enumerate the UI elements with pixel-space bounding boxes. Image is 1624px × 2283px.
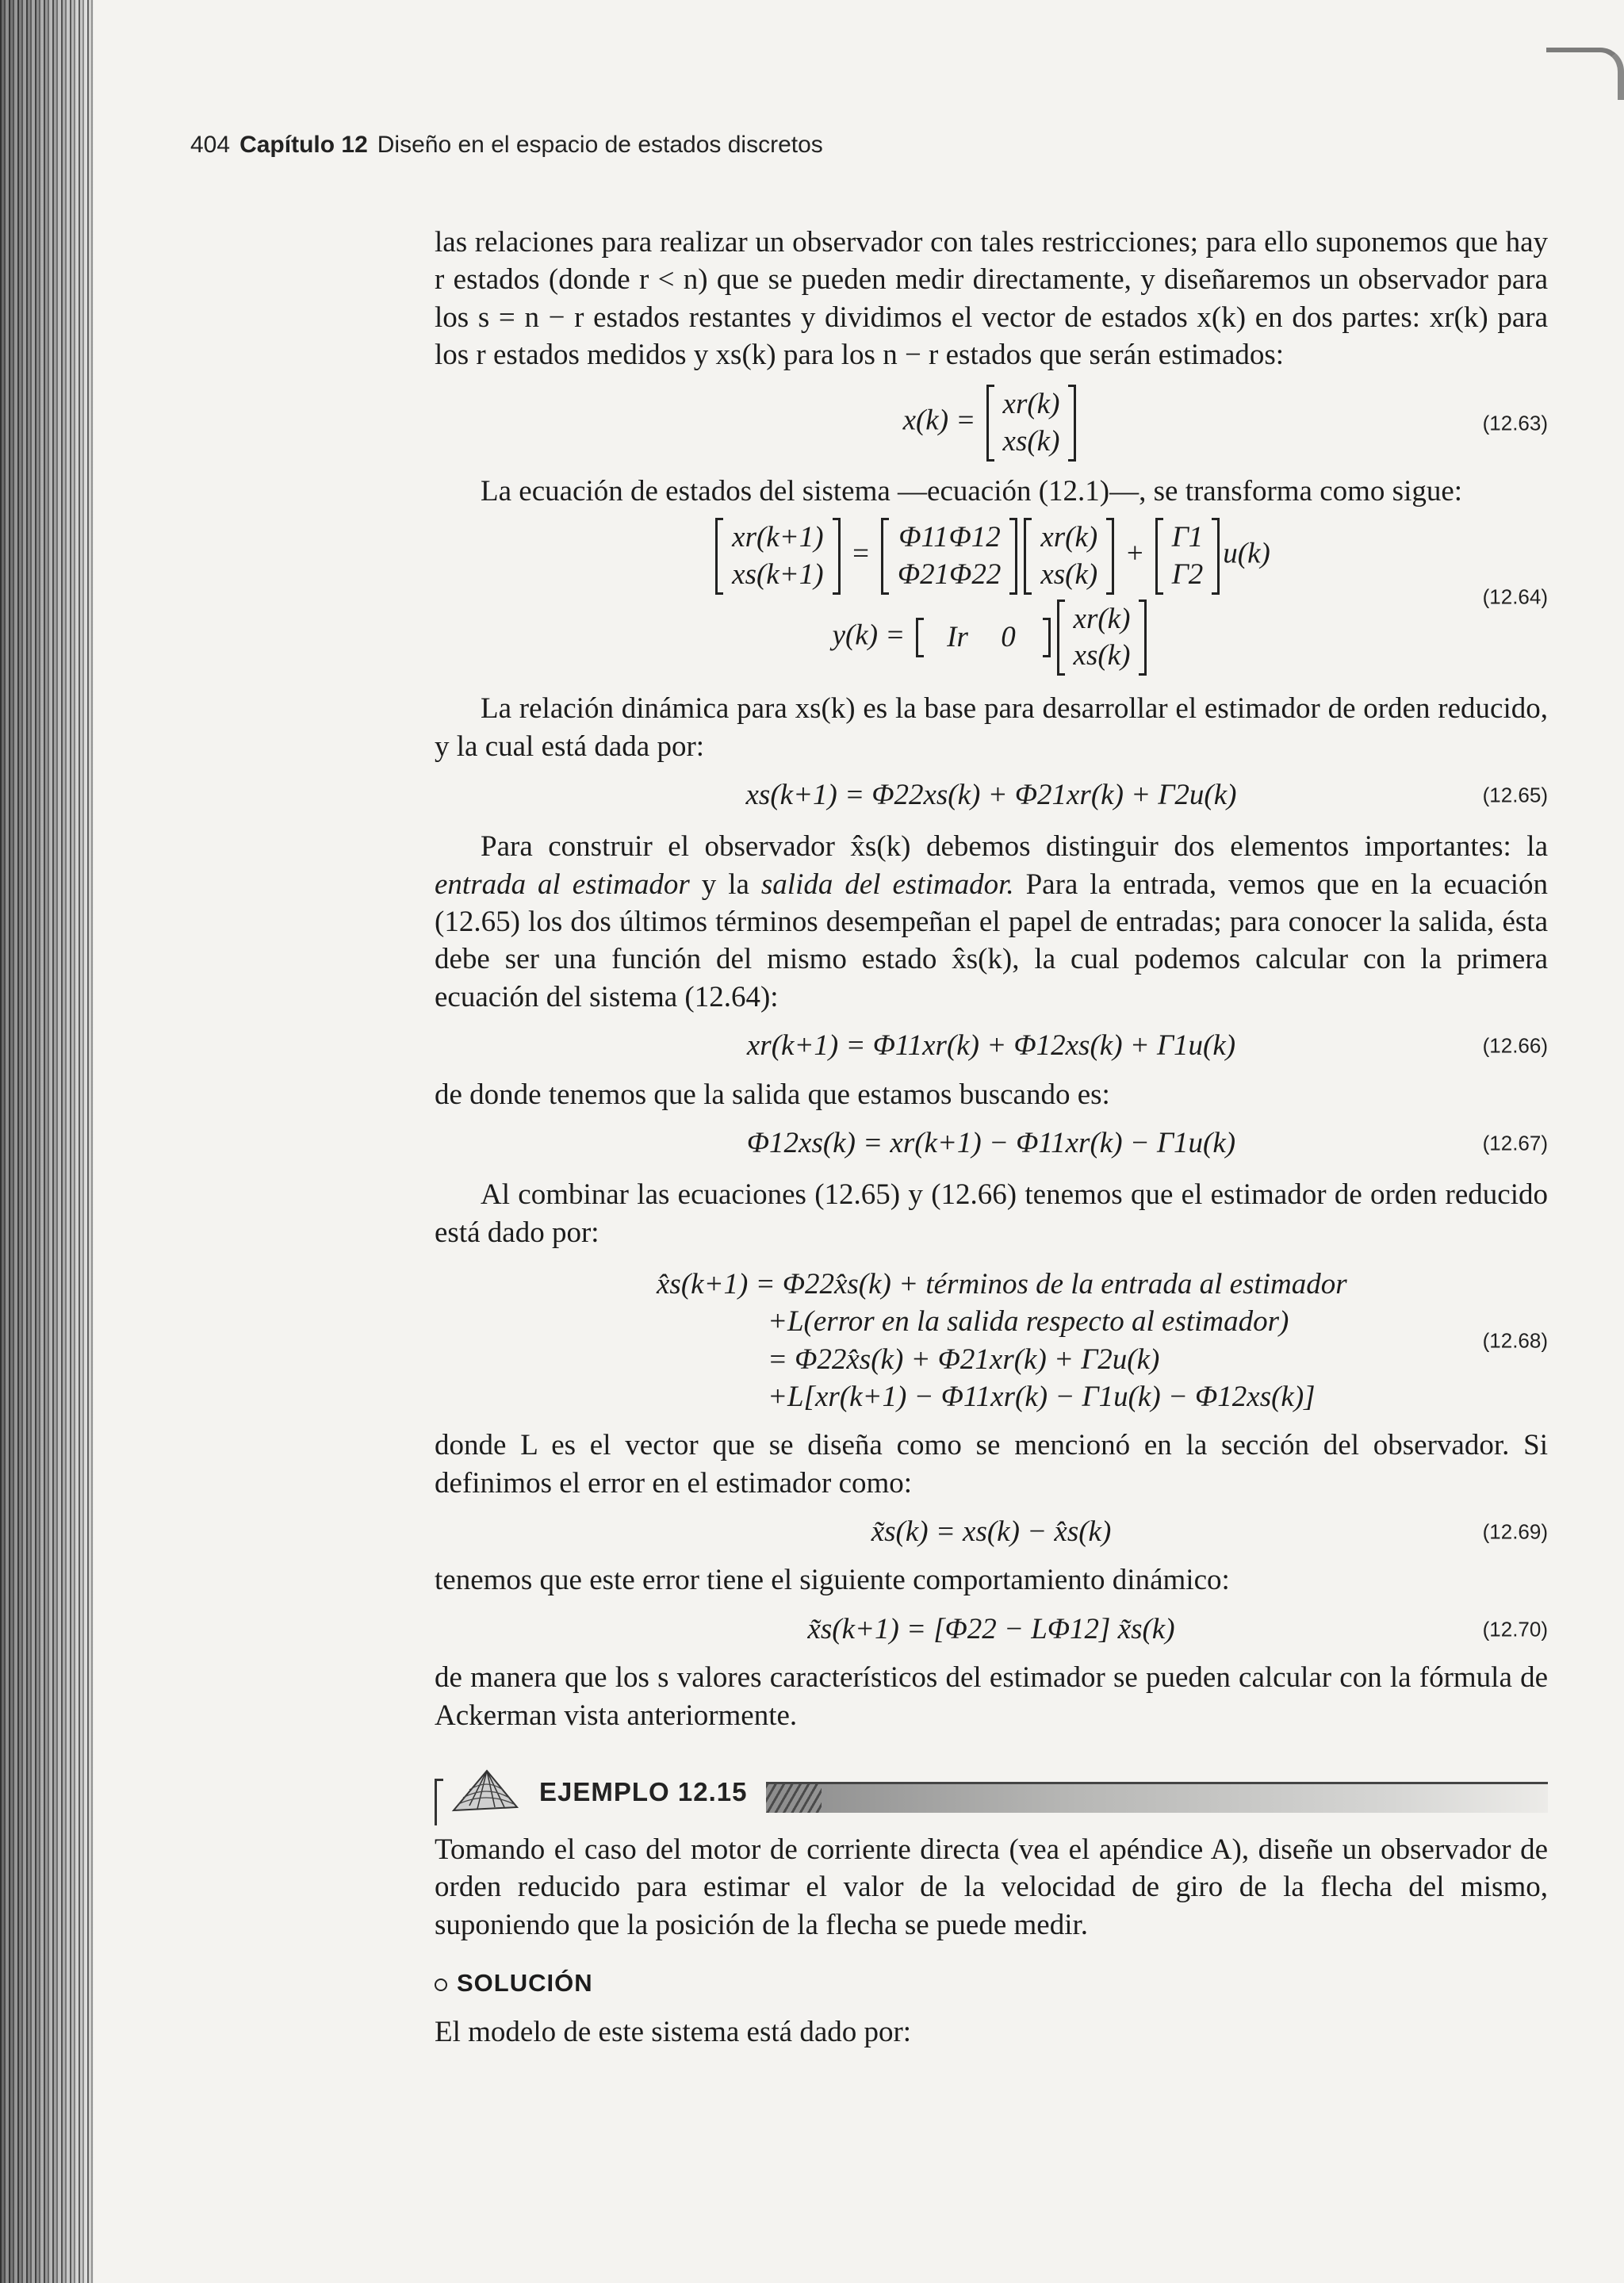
paragraph-2: La ecuación de estados del sistema —ecuación (12.1)—, se transforma como sigue: (481, 474, 1463, 508)
paragraph-7: donde L es el vector que se diseña como se mencionó en la sección del observador. Si definimos el error en el estimador como: (435, 1429, 1548, 1500)
equation-number: (12.67) (1482, 1130, 1548, 1155)
running-header (190, 132, 823, 159)
solution-heading: SOLUCIÓN (435, 1967, 1548, 1999)
equation-12-64-line-2: y(k) = Ir 0 xr(k) xs(k) (435, 599, 1548, 676)
paragraph-4: Para construir el observador x̂s(k) debemos distinguir dos elementos importantes: la entrada al estimador y la salida del estimador. Para la entrada, vemos que en la ecuación (12.65) los dos últimos términos desempeñan el papel de entradas; para conocer la salida, ésta debe ser una función del mismo estado x̂s(k), la cual podemos calcular con la primera ecuación del sistema (12.64): (435, 830, 1549, 1013)
page-number: 404 (190, 132, 231, 158)
equation-number: (12.70) (1482, 1616, 1548, 1641)
paragraph-5: de donde tenemos que la salida que estamos buscando es: (435, 1078, 1110, 1111)
paragraph-9: de manera que los s valores característicos del estimador se pueden calcular con la fórmula de Ackerman vista anteriormente. (435, 1661, 1548, 1732)
example-header (435, 1764, 1548, 1823)
equation-number: (12.64) (1482, 584, 1548, 609)
equation-12-70: x̃s(k+1) = [Φ22 − LΦ12] x̃s(k) (12.70) (807, 1612, 1548, 1645)
page-curl (1546, 48, 1624, 100)
equation-number: (12.66) (1482, 1033, 1548, 1058)
equation-number: (12.68) (1482, 1328, 1548, 1353)
equation-12-63: x(k) = xr(k) xs(k) (12.63) (435, 385, 1548, 462)
equation-12-65: xs(k+1) = Φ22xs(k) + Φ21xr(k) + Γ2u(k) (12.65) (745, 779, 1548, 812)
equation-12-64-line-1: xr(k+1) xs(k+1) = Φ11Φ12 Φ21Φ22 xr(k) xs(k) + Γ1 Γ2 u(k) (435, 518, 1548, 595)
paragraph-6: Al combinar las ecuaciones (12.65) y (12.66) tenemos que el estimador de orden reducido está dado por: (435, 1178, 1548, 1249)
paragraph-3: La relación dinámica para xs(k) es la base para desarrollar el estimador de orden reducido, y la cual está dada por: (435, 692, 1548, 763)
gamma-matrix: Γ1 Γ2 (1155, 518, 1220, 595)
chapter-title: Diseño en el espacio de estados discretos (377, 132, 823, 158)
equation-12-67: Φ12xs(k) = xr(k+1) − Φ11xr(k) − Γ1u(k) (12.67) (746, 1126, 1548, 1159)
equation-number: (12.65) (1482, 783, 1548, 807)
equation-12-66: xr(k+1) = Φ11xr(k) + Φ12xs(k) + Γ1u(k) (12.66) (746, 1029, 1548, 1063)
equation-number: (12.69) (1482, 1519, 1548, 1544)
paragraph-8: tenemos que este error tiene el siguiente comportamiento dinámico: (435, 1564, 1230, 1597)
paragraph-10: Tomando el caso del motor de corriente directa (vea el apéndice A), diseñe un observador de orden reducido para estimar el valor de la velocidad de giro de la flecha del mismo, suponiendo que la posición de la flecha se puede medir. (435, 1833, 1548, 1941)
equation-12-68: x̂s(k+1) = Φ22x̂s(k) + términos de la entrada al estimador +L(error en la salida respecto al estimador) = Φ22x̂s(k) + Φ21xr(k) + Γ2u(k) +L[xr(k+1) − Φ11xr(k) − Γ1u(k) − Φ12xs(k)] (12.68) (657, 1267, 1548, 1414)
equation-12-69: x̃s(k) = xs(k) − x̂s(k) (12.69) (871, 1515, 1548, 1549)
chapter-label: Capítulo 12 (239, 132, 368, 158)
phi-matrix: Φ11Φ12 Φ21Φ22 (881, 518, 1017, 595)
paragraph-11: El modelo de este sistema está dado por: (435, 2015, 912, 2048)
page-body (435, 224, 1548, 2051)
example-label: EJEMPLO 12.15 (539, 1776, 748, 1806)
paragraph-1: las relaciones para realizar un observador con tales restricciones; para ello suponemos que hay r estados (donde r < n) que se pueden medir directamente, y diseñaremos un observador para los s = n − r estados restantes y dividimos el vector de estados x(k) en dos partes: xr(k) para los r estados medidos y xs(k) para los n − r estados que serán estimados: (435, 226, 1548, 372)
equation-number: (12.63) (1482, 411, 1548, 435)
example-hatch-bar (766, 1782, 1548, 1813)
bullet-icon (435, 1978, 447, 1991)
equation-12-64 (435, 518, 1548, 676)
state-vector: xr(k) xs(k) (986, 385, 1077, 462)
scanned-spine (0, 0, 94, 2283)
example-frame (435, 1779, 443, 1825)
surface-plot-icon (450, 1768, 520, 1815)
